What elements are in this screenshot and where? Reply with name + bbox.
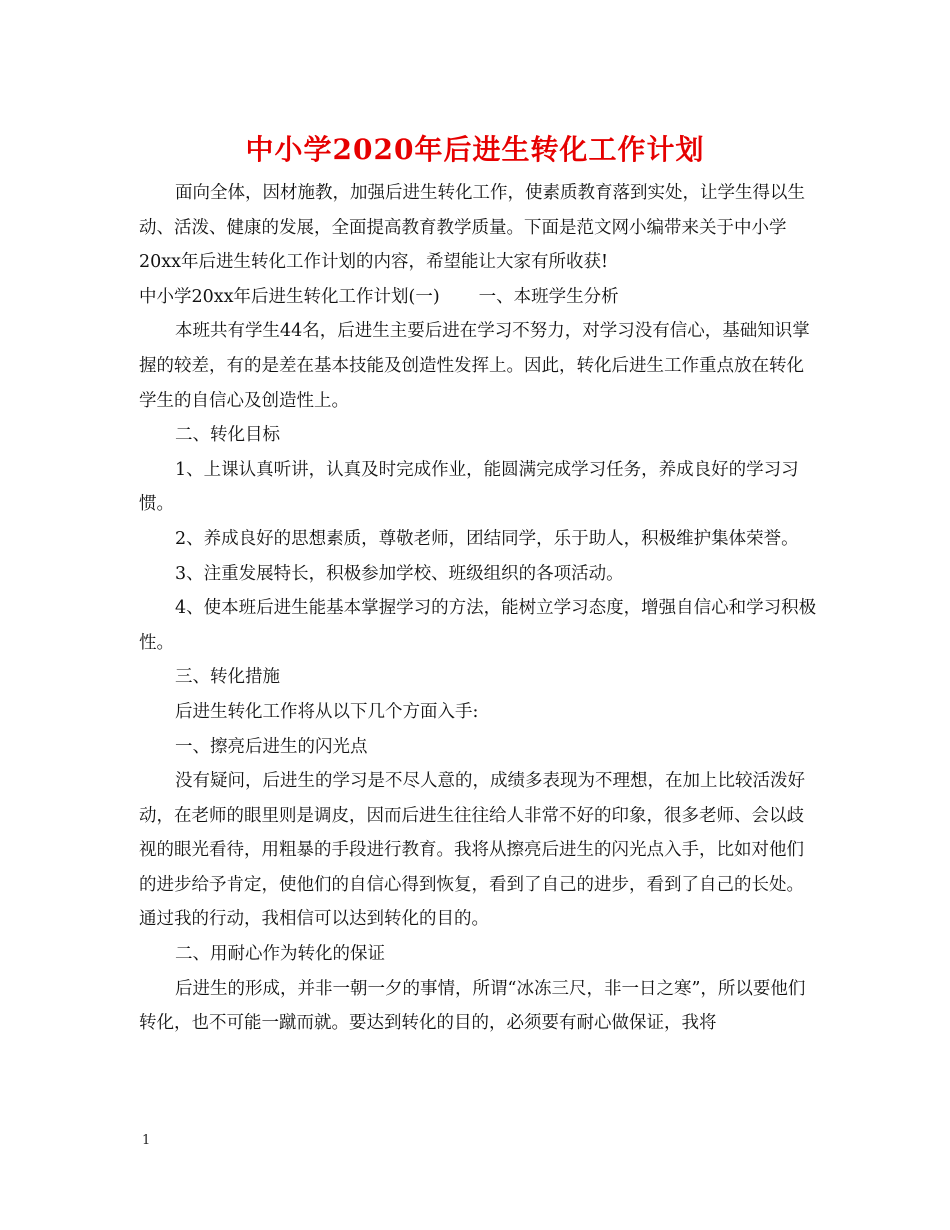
paragraph: 后进生的形成，并非一朝一夕的事情，所谓“冰冻三尺，非一日之寒”，所以要他们转化，也不可能一蹴而就。要达到转化的目的，必须要有耐心做保证，我将 [139,978,806,1034]
paragraph: 本班共有学生44名，后进生主要后进在学习不努力，对学习没有信心，基础知识掌握的较差，有的是差在基本技能及创造性发挥上。因此，转化后进生工作重点放在转化学生的自信心及创造性上。 [139,321,810,411]
paragraph: 面向全体，因材施教，加强后进生转化工作，使素质教育落到实处，让学生得以生动、活泼、健康的发展，全面提高教育教学质量。下面是范文网小编带来关于中小学20xx年后进生转化工作计划的内容，希望能让大家有所收获! [139,183,805,273]
paragraph: 4、使本班后进生能基本掌握学习的方法，能树立学习态度，增强自信心和学习积极性。 [139,598,817,653]
document-title: 中小学2020年后进生转化工作计划 [245,133,705,166]
page-number: 1 [142,1133,151,1148]
paragraph: 没有疑问，后进生的学习是不尽人意的，成绩多表现为不理想，在加上比较活泼好动，在老师的眼里则是调皮，因而后进生往往给人非常不好的印象，很多老师、会以歧视的眼光看待，用粗暴的手段进行教育。我将从擦亮后进生的闪光点入手，比如对他们的进步给予肯定，使他们的自信心得到恢复，看到了自己的进步，看到了自己的长处。通过我的行动，我相信可以达到转化的目的。 [139,771,805,930]
paragraph: 一、擦亮后进生的闪光点 [175,736,368,757]
document-body [139,176,819,1041]
paragraph: 中小学20xx年后进生转化工作计划(一) 一、本班学生分析 [139,286,619,307]
paragraph: 二、用耐心作为转化的保证 [175,944,385,965]
paragraph: 1、上课认真听讲，认真及时完成作业，能圆满完成学习任务，养成良好的学习习惯。 [139,459,799,515]
paragraph: 后进生转化工作将从以下几个方面入手: [175,701,479,722]
paragraph: 三、转化措施 [175,667,280,688]
paragraph: 二、转化目标 [175,425,280,446]
paragraph: 2、养成良好的思想素质，尊敬老师，团结同学，乐于助人，积极维护集体荣誉。 [175,528,799,549]
paragraph: 3、注重发展特长，积极参加学校、班级组织的各项活动。 [175,563,624,584]
